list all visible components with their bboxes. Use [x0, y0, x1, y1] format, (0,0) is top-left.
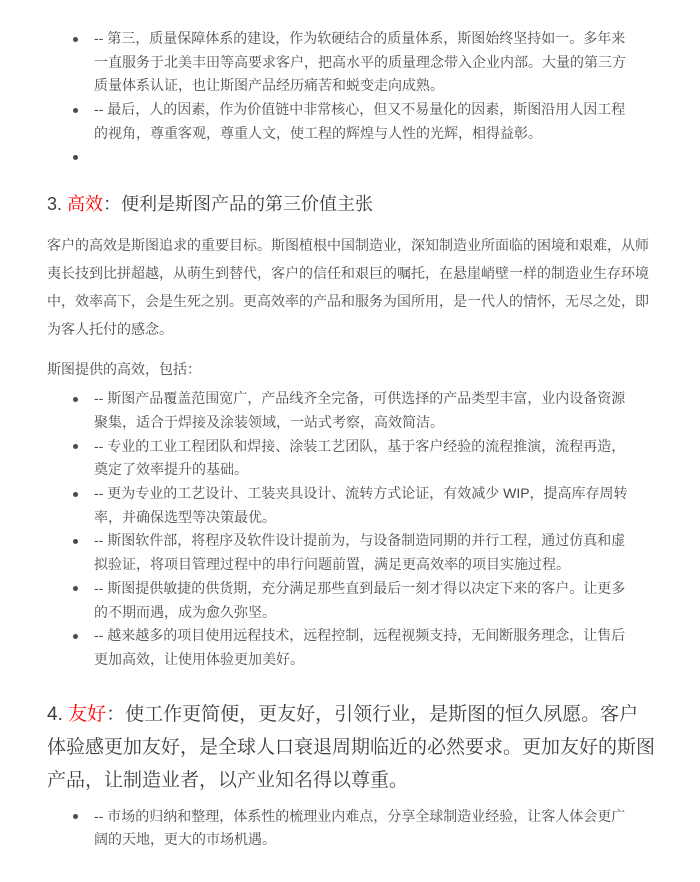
quality-points-list [47, 27, 656, 169]
heading-number: 3. [47, 194, 68, 215]
list-item: -- 第三，质量保障体系的建设，作为软硬结合的质量体系，斯图始终坚持如一。多年来一直服务于北美丰田等高要求客户，把高水平的质量理念带入企业内部。大量的第三方质量体系认证，也让斯图产品经历痛苦和蜕变走向成熟。 [94, 27, 634, 98]
heading-number: 4. [47, 703, 69, 725]
section-4-heading [47, 698, 656, 797]
section-3-heading [47, 191, 656, 217]
heading-keyword-red: 高效 [67, 194, 104, 215]
section-3-paragraph: 客户的高效是斯图追求的重要目标。斯图植根中国制造业，深知制造业所面临的困境和艰难，从师夷长技到比拼超越，从萌生到替代，客户的信任和艰巨的嘱托，在悬崖峭壁一样的制造业生存环境中，效率高下，会是生死之别。更高效率的产品和服务为国所用，是一代人的情怀，无尽之处，即为客人托付的感念。 [47, 237, 649, 338]
list-item: -- 越来越多的项目使用远程技术，远程控制，远程视频支持，无间断服务理念，让售后更加高效，让使用体验更加美好。 [94, 624, 634, 671]
list-item: -- 斯图产品覆盖范围宽广，产品线齐全完备，可供选择的产品类型丰富，业内设备资源聚集，适合于焊接及涂装领域，一站式考察，高效简洁。 [94, 387, 634, 434]
section-3-list-intro: 斯图提供的高效，包括： [47, 361, 201, 378]
list-item: -- 最后，人的因素，作为价值链中非常核心，但又不易量化的因素，斯图沿用人因工程的视角，尊重客观，尊重人文，使工程的辉煌与人性的光辉，相得益彰。 [94, 98, 634, 145]
list-item: -- 斯图软件部，将程序及软件设计提前为，与设备制造同期的并行工程，通过仿真和虚拟验证，将项目管理过程中的串行问题前置，满足更高效率的项目实施过程。 [94, 529, 634, 576]
heading-text: ：便利是斯图产品的第三价值主张 [103, 194, 374, 215]
list-item: -- 更为专业的工艺设计、工装夹具设计、流转方式论证，有效减少 WIP，提高库存周转率，并确保选型等决策最优。 [94, 482, 634, 529]
efficiency-points-list [47, 387, 656, 671]
list-item: -- 市场的归纳和整理，体系性的梳理业内难点，分享全球制造业经验，让客人体会更广阔的天地，更大的市场机遇。 [94, 805, 634, 852]
list-item: -- 专业的工业工程团队和焊接、涂装工艺团队，基于客户经验的流程推演，流程再造，奠定了效率提升的基础。 [94, 435, 634, 482]
friendly-points-list [47, 805, 656, 852]
list-item: -- 斯图提供敏捷的供货期，充分满足那些直到最后一刻才得以决定下来的客户。让更多的不期而遇，成为愈久弥坚。 [94, 577, 634, 624]
list-item [94, 146, 634, 170]
heading-text: ：使工作更简便，更友好，引领行业，是斯图的恒久夙愿。客户体验感更加友好，是全球人口衰退周期临近的必然要求。更加友好的斯图产品，让制造业者，以产业知名得以尊重。 [47, 703, 656, 791]
heading-keyword-red: 友好 [68, 703, 107, 725]
